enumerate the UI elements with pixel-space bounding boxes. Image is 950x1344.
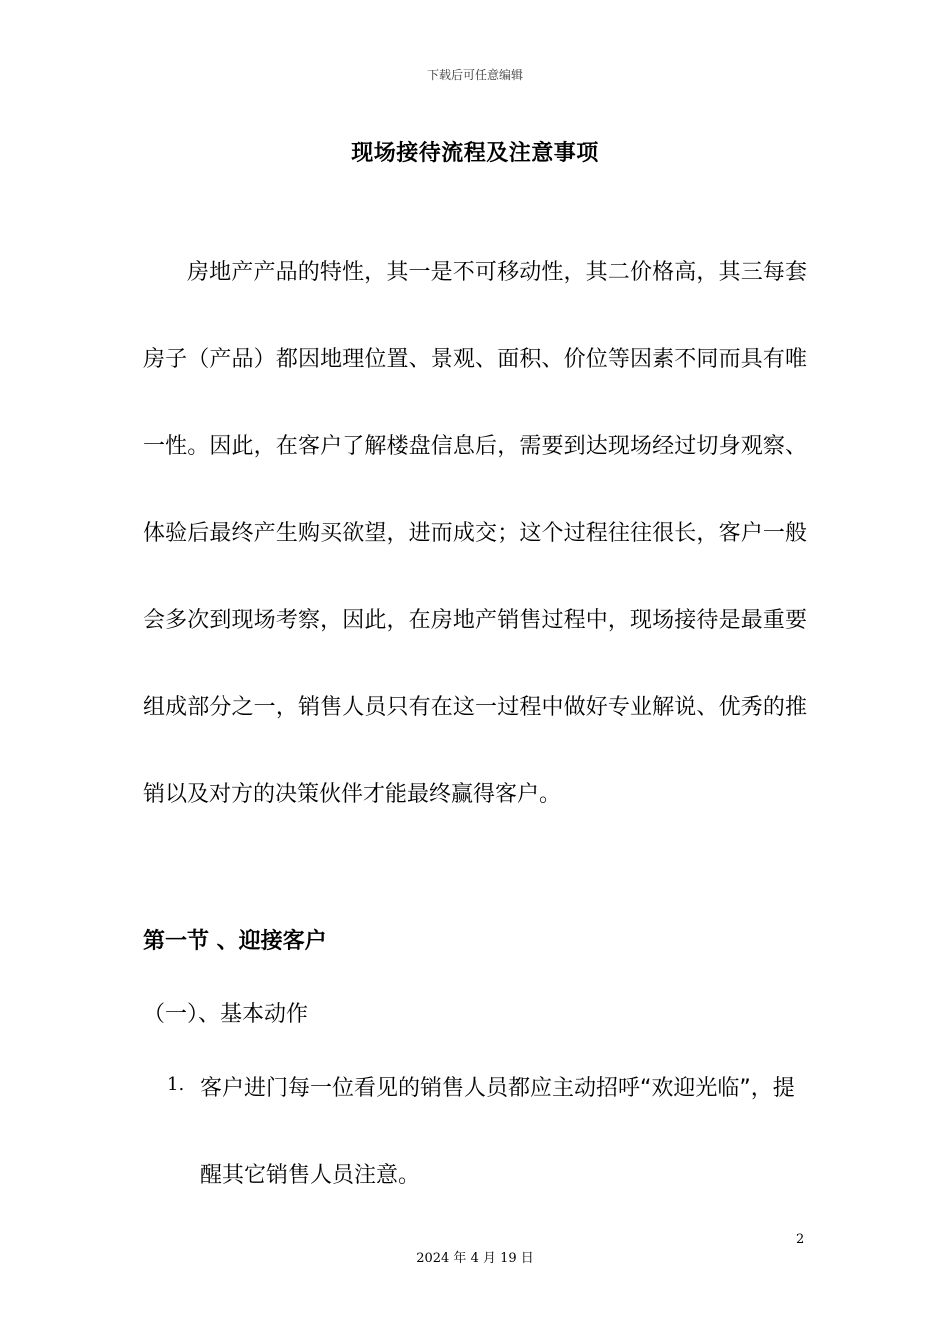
document-title: 现场接待流程及注意事项 <box>351 141 599 166</box>
list-item-text: 客户进门每一位看见的销售人员都应主动招呼“欢迎光临”，提醒其它销售人员注意。 <box>200 1076 795 1188</box>
list-item-number: 1. <box>167 1074 185 1095</box>
intro-paragraph: 房地产产品的特性，其一是不可移动性，其二价格高，其三每套房子（产品）都因地理位置、景观、面积、价位等因素不同而具有唯一性。因此，在客户了解楼盘信息后，需要到达现场经过切身观察、体验后最终产生购买欲望，进而成交；这个过程往往很长，客户一般会多次到现场考察，因此，在房地产销售过程中，现场接待是最重要组成部分之一，销售人员只有在这一过程中做好专业解说、优秀的推销以及对方的决策伙伴才能最终赢得客户。 <box>143 260 807 807</box>
footer-date: 2024 年 4 月 19 日 <box>416 1251 534 1266</box>
sub-heading: （一）、基本动作 <box>143 1002 309 1027</box>
page-number: 2 <box>796 1232 805 1247</box>
section-heading: 第一节 、迎接客户 <box>143 929 327 954</box>
header-note: 下载后可任意编辑 <box>426 68 523 82</box>
